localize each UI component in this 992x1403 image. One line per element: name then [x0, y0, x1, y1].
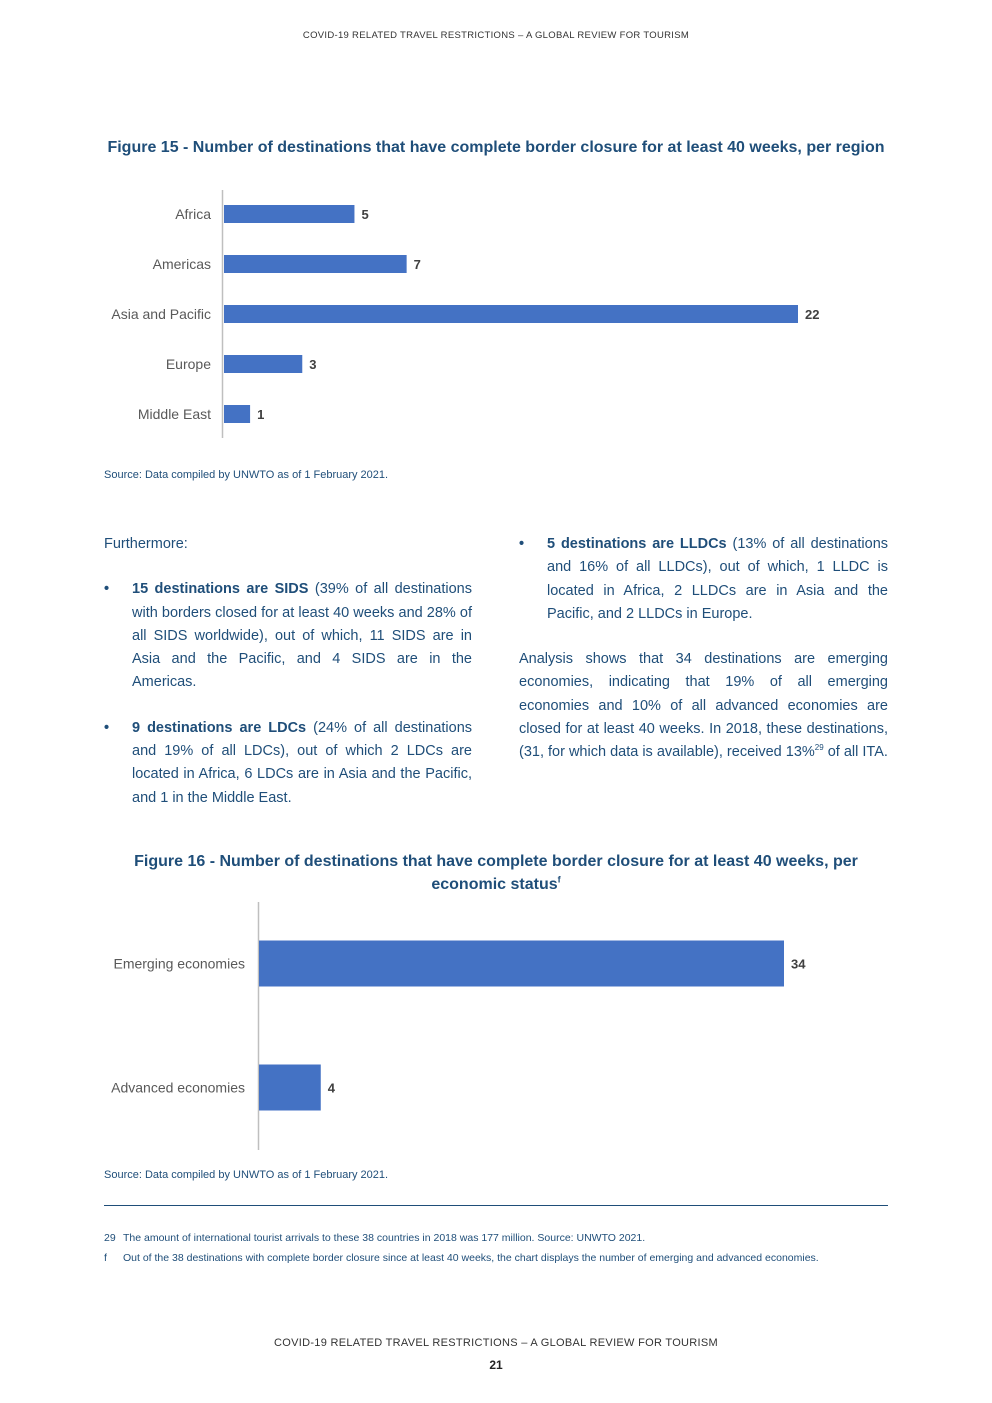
chart16-value-label: 34	[791, 956, 806, 972]
figure-15-source: Source: Data compiled by UNWTO as of 1 February 2021.	[104, 469, 389, 481]
running-footer: COVID-19 RELATED TRAVEL RESTRICTIONS – A GLOBAL REVIEW FOR TOURISM	[273, 1337, 718, 1349]
bullet-ldcs-text: (24% of all destinations and 19% of all LDCs), out of which 2 LDCs are located in Africa, 6 LDCs are in Asia and the Pacific, and 1 in the Middle East.	[132, 719, 473, 806]
chart16-category-label: Advanced economies	[111, 1079, 245, 1096]
footnote-f-mark: f	[104, 1252, 107, 1264]
running-header: COVID-19 RELATED TRAVEL RESTRICTIONS – A GLOBAL REVIEW FOR TOURISM	[302, 30, 690, 41]
footnote-29-text: The amount of international tourist arrivals to these 38 countries in 2018 was 177 million. Source: UNWTO 2021.	[123, 1232, 646, 1244]
chart16-category-label: Emerging economies	[113, 955, 245, 972]
chart15-category-label: Europe	[165, 356, 211, 372]
chart15-value-label: 22	[805, 307, 820, 322]
chart15-category-label: Americas	[152, 256, 211, 272]
footnote-f	[104, 1251, 888, 1265]
bullet-ldcs-bold: 9 destinations are LDCs	[132, 719, 307, 736]
bullet-lldcs-bold: 5 destinations are LLDCs	[547, 536, 727, 552]
analysis-end: of all ITA.	[823, 744, 888, 761]
figure-16-source: Source: Data compiled by UNWTO as of 1 February 2021.	[104, 1169, 389, 1181]
chart15-category-label: Africa	[175, 206, 211, 222]
chart16-bar	[259, 1065, 321, 1111]
chart15-value-label: 5	[361, 207, 369, 222]
chart15-value-label: 3	[309, 357, 317, 372]
footnote-29-mark: 29	[104, 1232, 116, 1244]
chart15-value-label: 1	[257, 407, 265, 422]
analysis-text: Analysis shows that 34 destinations are emerging economies, indicating that 19% of all emerging economies and 10% of all advanced economies are closed for at least 40 weeks. In 2018, these destinations, (31, for which data is available), received 13%	[519, 651, 888, 761]
bullet-lldcs-text: (13% of all destinations and 16% of all LLDCs), out of which, 1 LLDC is located in Africa, 2 LLDCs are in Asia and the Pacific, and 2 LLDCs in Europe.	[547, 536, 889, 622]
chart15-category-label: Middle East	[137, 406, 211, 422]
footnote-divider	[104, 1205, 888, 1206]
bullet-sids-text: (39% of all destinations with borders closed for at least 40 weeks and 28% of all SIDS worldwide), out of which, 11 SIDS are in Asia and the Pacific, and 4 SIDS are in the Americas.	[132, 581, 472, 691]
figure-15-title: Figure 15 - Number of destinations that have complete border closure for at least 40 weeks, per region	[107, 139, 885, 156]
footnote-29	[104, 1231, 888, 1245]
figure-16-footnote-ref: f	[557, 874, 561, 885]
bullet-sids-bold: 15 destinations are SIDS	[132, 581, 309, 598]
chart16-value-label: 4	[327, 1080, 335, 1096]
figure-16-title-text: Figure 16 - Number of destinations that have complete border closure for at least 40 weeks, per economic status	[134, 853, 858, 893]
page-number: 21	[489, 1358, 503, 1372]
chart15-category-label: Asia and Pacific	[111, 306, 211, 322]
furthermore-intro: Furthermore:	[104, 536, 188, 552]
chart16-bar	[259, 941, 784, 987]
footnote-ref-29: 29	[814, 743, 824, 753]
chart15-value-label: 7	[413, 257, 421, 272]
footnote-f-text: Out of the 38 destinations with complete border closure since at least 40 weeks, the chart displays the number of emerging and advanced economies.	[123, 1252, 819, 1264]
